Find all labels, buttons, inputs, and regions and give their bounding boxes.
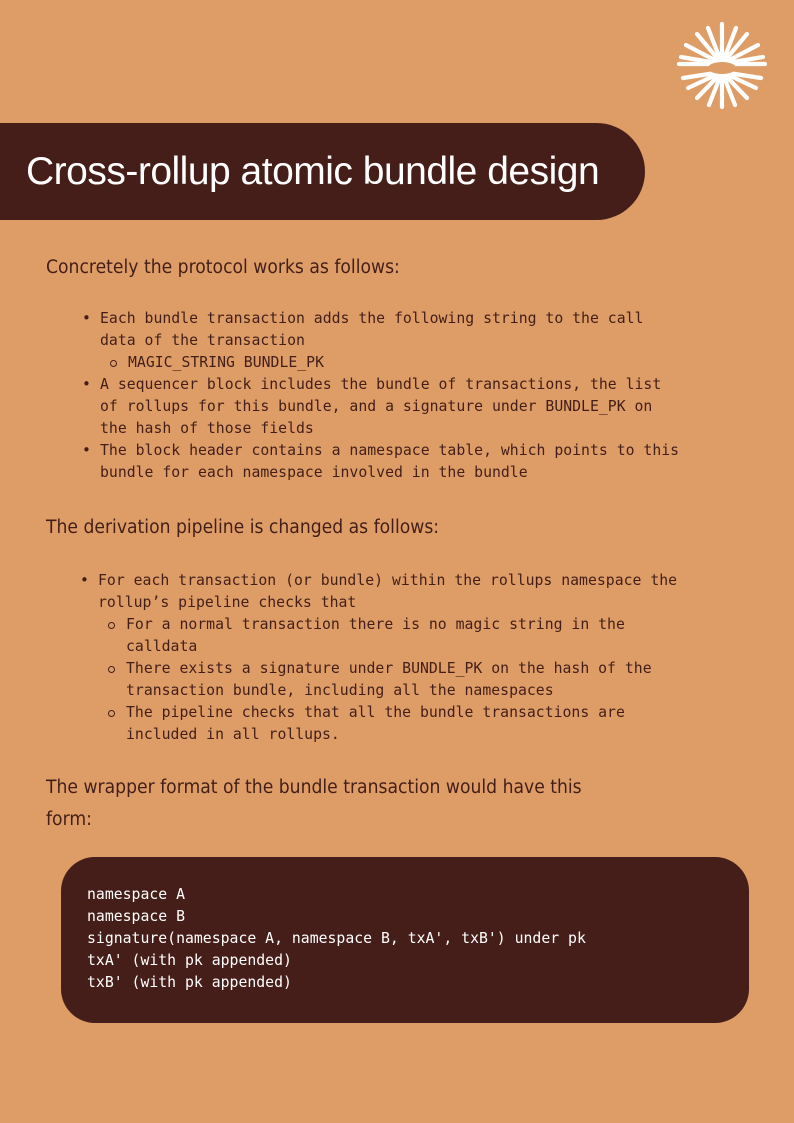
sub-list-item	[98, 614, 690, 658]
sub-list-item-text: MAGIC_STRING BUNDLE_PK	[128, 354, 324, 371]
code-line: txA' (with pk appended)	[87, 952, 292, 969]
sub-list-item	[98, 658, 690, 702]
sub-list-item-text: There exists a signature under BUNDLE_PK on the hash of the transaction bundle, including all the namespaces	[126, 660, 652, 699]
derivation-steps-list	[80, 570, 690, 746]
section-heading-protocol: Concretely the protocol works as follows:	[46, 257, 400, 278]
list-item	[80, 570, 690, 746]
list-item-text: For each transaction (or bundle) within the rollups namespace the rollup’s pipeline checks that	[98, 572, 678, 611]
hollow-bullet-icon	[108, 710, 115, 717]
bullet-icon: •	[80, 572, 89, 589]
hollow-bullet-icon	[110, 360, 117, 367]
list-item-text: A sequencer block includes the bundle of transactions, the list of rollups for this bundle, and a signature under BUNDLE_PK on the hash of those fields	[100, 376, 662, 437]
sub-list	[100, 352, 682, 374]
sunburst-logo-icon	[675, 18, 769, 112]
section-heading-derivation: The derivation pipeline is changed as follows:	[46, 517, 440, 538]
sub-list-item	[98, 702, 690, 746]
title-banner	[0, 123, 645, 220]
bullet-icon: •	[82, 442, 91, 459]
sub-list	[98, 614, 690, 746]
code-line: signature(namespace A, namespace B, txA', txB') under pk	[87, 930, 586, 947]
bullet-icon: •	[82, 310, 91, 327]
list-item-text: Each bundle transaction adds the following string to the call data of the transaction	[100, 310, 644, 349]
list-item	[82, 308, 682, 374]
code-block	[61, 857, 749, 1023]
bullet-icon: •	[82, 376, 91, 393]
list-item-text: The block header contains a namespace table, which points to this bundle for each namespace involved in the bundle	[100, 442, 680, 481]
section-heading-wrapper-format: The wrapper format of the bundle transaction would have this form:	[46, 777, 582, 830]
sub-list-item-text: For a normal transaction there is no magic string in the calldata	[126, 616, 625, 655]
code-line: namespace B	[87, 908, 185, 925]
code-line: namespace A	[87, 886, 185, 903]
hollow-bullet-icon	[108, 666, 115, 673]
code-line: txB' (with pk appended)	[87, 974, 292, 991]
list-item	[82, 440, 682, 484]
hollow-bullet-icon	[108, 622, 115, 629]
page-title: Cross-rollup atomic bundle design	[26, 150, 600, 193]
protocol-steps-list	[82, 308, 682, 484]
code-lines	[87, 884, 586, 994]
logo-center-cutout	[708, 62, 736, 74]
list-item	[82, 374, 682, 440]
sub-list-item	[100, 352, 682, 374]
sub-list-item-text: The pipeline checks that all the bundle transactions are included in all rollups.	[126, 704, 625, 743]
